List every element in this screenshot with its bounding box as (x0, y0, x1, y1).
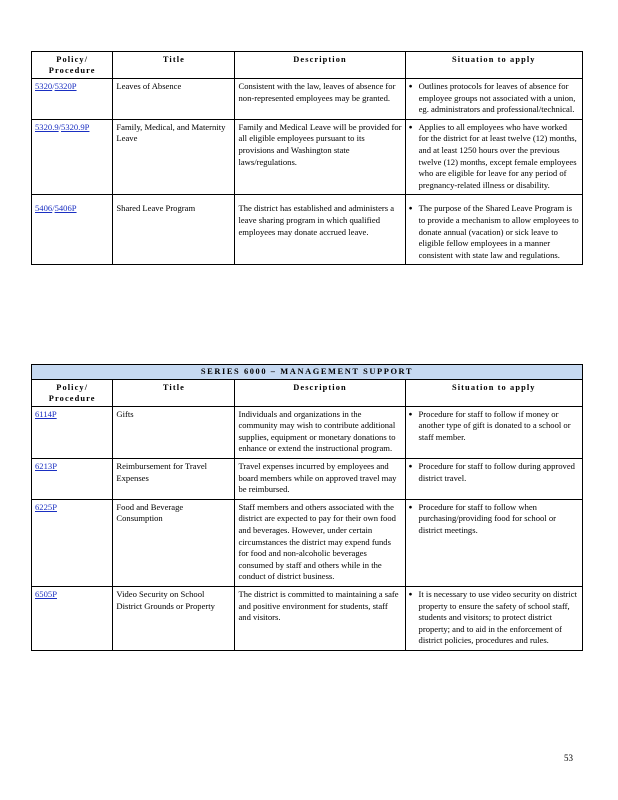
policy-link-5320-9[interactable]: 5320.9 (35, 121, 59, 132)
table-row (32, 79, 583, 120)
situation-cell (405, 119, 582, 195)
header-description: Description (235, 52, 405, 79)
title-cell: Shared Leave Program (113, 195, 235, 265)
procedure-link-6114p[interactable]: 6114P (35, 408, 57, 419)
situation-cell (405, 406, 582, 458)
situation-cell (405, 586, 582, 650)
table-row (32, 195, 583, 265)
title-cell: Food and Beverage Consumption (113, 499, 235, 586)
table-row (32, 499, 583, 586)
header-situation: Situation to apply (405, 52, 582, 79)
situation-bullet: ● Procedure for staff to follow during approved district travel. (419, 461, 579, 484)
description-cell: Individuals and organizations in the community may wish to contribute additional supplies, equipment or monetary donations to enhance or extend the instructional program. (235, 406, 405, 458)
description-cell: Staff members and others associated with the district are expected to pay for their own food and beverages. However, under certain circumstances the district may expend funds for food and non-alcoholic beverages consumed by staff and others while in the conduct of district business. (235, 499, 405, 586)
policy-table-series-5000 (31, 51, 583, 265)
policy-cell (32, 586, 113, 650)
description-cell: Consistent with the law, leaves of absence for non-represented employees may be granted. (235, 79, 405, 120)
table-row (32, 458, 583, 499)
title-cell: Gifts (113, 406, 235, 458)
policy-cell: 5320.9/5320.9P (32, 119, 113, 195)
table-row (32, 119, 583, 195)
header-situation: Situation to apply (405, 379, 582, 406)
policy-cell (32, 406, 113, 458)
situation-bullet: ● Procedure for staff to follow when purchasing/providing food for school or district meetings. (419, 502, 579, 537)
procedure-link-5320p[interactable]: 5320P (54, 81, 77, 91)
procedure-link-6213p[interactable]: 6213P (35, 460, 57, 471)
series-banner-row (32, 365, 583, 380)
situation-bullet: ● The purpose of the Shared Leave Program is to provide a mechanism to allow employees to donate annual (vacation) or sick leave to eligible fellow employees in a manner consistent with state law and regulations. (419, 203, 579, 261)
situation-bullet: ● It is necessary to use video security on district property to ensure the safety of school staff, students and visitors; to protect district property; and to aid in the enforcement of district policies, procedures and rules. (419, 589, 579, 647)
title-cell: Video Security on School District Grounds or Property (113, 586, 235, 650)
description-cell: The district is committed to maintaining a safe and positive environment for students, staff and visitors. (235, 586, 405, 650)
policy-link-5320[interactable]: 5320 (35, 81, 53, 91)
policy-cell (32, 499, 113, 586)
situation-bullet: ● Applies to all employees who have worked for the district for at least twelve (12) months, and at least 1250 hours over the previous twelve (12) months, except female employees who are eligible for leave for any period of pregnancy-related illness or disability. (419, 122, 579, 192)
table-row (32, 586, 583, 650)
situation-cell (405, 458, 582, 499)
policy-table-series-6000 (31, 364, 583, 651)
policy-cell: 5320/5320P (32, 79, 113, 120)
title-cell: Family, Medical, and Maternity Leave (113, 119, 235, 195)
table-header-row (32, 379, 583, 406)
procedure-link-5406p[interactable]: 5406P (54, 203, 77, 214)
description-cell: Family and Medical Leave will be provided for all eligible employees pursuant to its provisions and Washington state laws/regulations. (235, 119, 405, 195)
situation-cell (405, 499, 582, 586)
situation-bullet: ● Procedure for staff to follow if money or another type of gift is donated to a school or staff member. (419, 409, 579, 444)
policy-cell: 5406/5406P (32, 195, 113, 265)
header-title: Title (113, 52, 235, 79)
situation-cell (405, 195, 582, 265)
policy-cell (32, 458, 113, 499)
title-cell: Leaves of Absence (113, 79, 235, 120)
procedure-link-6225p[interactable]: 6225P (35, 501, 57, 512)
description-cell: Travel expenses incurred by employees and board members while on approved travel may be reimbursed. (235, 458, 405, 499)
procedure-link-6505p[interactable]: 6505P (35, 588, 57, 599)
header-policy: Policy/ Procedure (32, 379, 113, 406)
table-header-row (32, 52, 583, 79)
policy-link-5406[interactable]: 5406 (35, 203, 53, 214)
procedure-link-5320-9p[interactable]: 5320.9P (61, 121, 90, 132)
page-number: 53 (564, 753, 573, 763)
description-cell: The district has established and administers a leave sharing program in which qualified employees may donate accrued leave. (235, 195, 405, 265)
series-banner: SERIES 6000 – MANAGEMENT SUPPORT (32, 365, 583, 380)
situation-cell (405, 79, 582, 120)
title-cell: Reimbursement for Travel Expenses (113, 458, 235, 499)
header-description: Description (235, 379, 405, 406)
table-row (32, 406, 583, 458)
header-policy: Policy/ Procedure (32, 52, 113, 79)
situation-bullet: ● Outlines protocols for leaves of absence for employee groups not associated with a union, eg. administrators and professional/technical. (419, 81, 579, 116)
header-title: Title (113, 379, 235, 406)
